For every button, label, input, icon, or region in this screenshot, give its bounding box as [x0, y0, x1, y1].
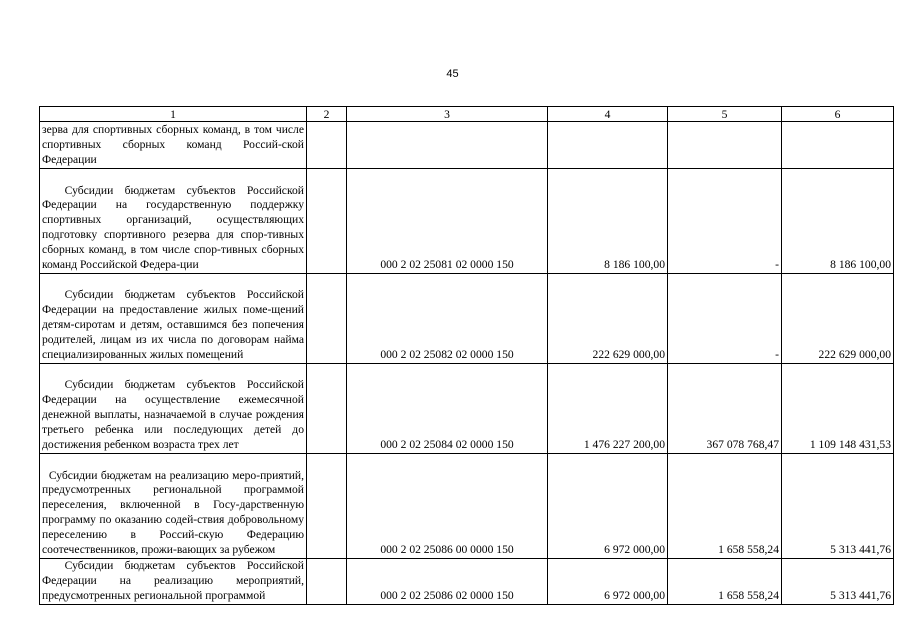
table-header-row [40, 107, 894, 122]
row-col2 [307, 169, 347, 274]
row-col5-value: 1 658 558,24 [668, 559, 782, 605]
column-header-1: 1 [40, 107, 307, 122]
column-header-5: 5 [668, 107, 782, 122]
row-code: 000 2 02 25086 02 0000 150 [347, 559, 548, 605]
row-description: Субсидии бюджетам на реализацию меро-приятий, предусмотренных региональной программой переселения, включенной в Госу-дарственную программу по оказанию содей-ствия добровольному переселению в Россий-скую Федерацию соотечественников, прожи-вающих за рубежом [40, 454, 307, 559]
table-row [40, 454, 894, 559]
row-code: 000 2 02 25082 02 0000 150 [347, 274, 548, 364]
row-code: 000 2 02 25084 02 0000 150 [347, 364, 548, 454]
column-header-3: 3 [347, 107, 548, 122]
row-col5-value: - [668, 274, 782, 364]
column-header-6: 6 [782, 107, 894, 122]
row-col2 [307, 274, 347, 364]
row-col6-value: 8 186 100,00 [782, 169, 894, 274]
table-row [40, 274, 894, 364]
row-col5-value: 367 078 768,47 [668, 364, 782, 454]
row-description: Субсидии бюджетам субъектов Российской Федерации на осуществление ежемесячной денежной выплаты, назначаемой в случае рождения третьего ребенка или последующих детей до достижения ребенком возраста трех лет [40, 364, 307, 454]
budget-table [39, 106, 894, 605]
row-col2 [307, 454, 347, 559]
row-col6-value: 5 313 441,76 [782, 454, 894, 559]
row-col4-value: 6 972 000,00 [548, 559, 668, 605]
row-col6-value: 5 313 441,76 [782, 559, 894, 605]
row-col6-value: 222 629 000,00 [782, 274, 894, 364]
row-col5-value: - [668, 169, 782, 274]
row-col6-value: 1 109 148 431,53 [782, 364, 894, 454]
table-row [40, 122, 894, 169]
row-description: зерва для спортивных сборных команд, в том числе спортивных сборных команд Россий-ской Федерации [40, 122, 307, 169]
row-code: 000 2 02 25081 02 0000 150 [347, 169, 548, 274]
row-col4-value: 6 972 000,00 [548, 454, 668, 559]
row-col4-value: 8 186 100,00 [548, 169, 668, 274]
column-header-4: 4 [548, 107, 668, 122]
row-col6-value [782, 122, 894, 169]
row-code [347, 122, 548, 169]
row-col2 [307, 559, 347, 605]
column-header-2: 2 [307, 107, 347, 122]
row-description: Субсидии бюджетам субъектов Российской Федерации на предоставление жилых поме-щений детям-сиротам и детям, оставшимся без попечения родителей, лицам из их числа по договорам найма специализированных жилых помещений [40, 274, 307, 364]
row-col4-value [548, 122, 668, 169]
row-description: Субсидии бюджетам субъектов Российской Федерации на реализацию мероприятий, предусмотренных региональной программой [40, 559, 307, 605]
row-col5-value: 1 658 558,24 [668, 454, 782, 559]
row-col2 [307, 122, 347, 169]
row-col2 [307, 364, 347, 454]
row-col4-value: 1 476 227 200,00 [548, 364, 668, 454]
table-row [40, 364, 894, 454]
row-code: 000 2 02 25086 00 0000 150 [347, 454, 548, 559]
row-description: Субсидии бюджетам субъектов Российской Федерации на государственную поддержку спортивных организаций, осуществляющих подготовку спортивного резерва для спор-тивных сборных команд, в том числе спор-тивных сборных команд Российской Федера-ции [40, 169, 307, 274]
page-number: 45 [446, 68, 459, 80]
row-col4-value: 222 629 000,00 [548, 274, 668, 364]
table-row [40, 559, 894, 605]
table-row [40, 169, 894, 274]
row-col5-value [668, 122, 782, 169]
